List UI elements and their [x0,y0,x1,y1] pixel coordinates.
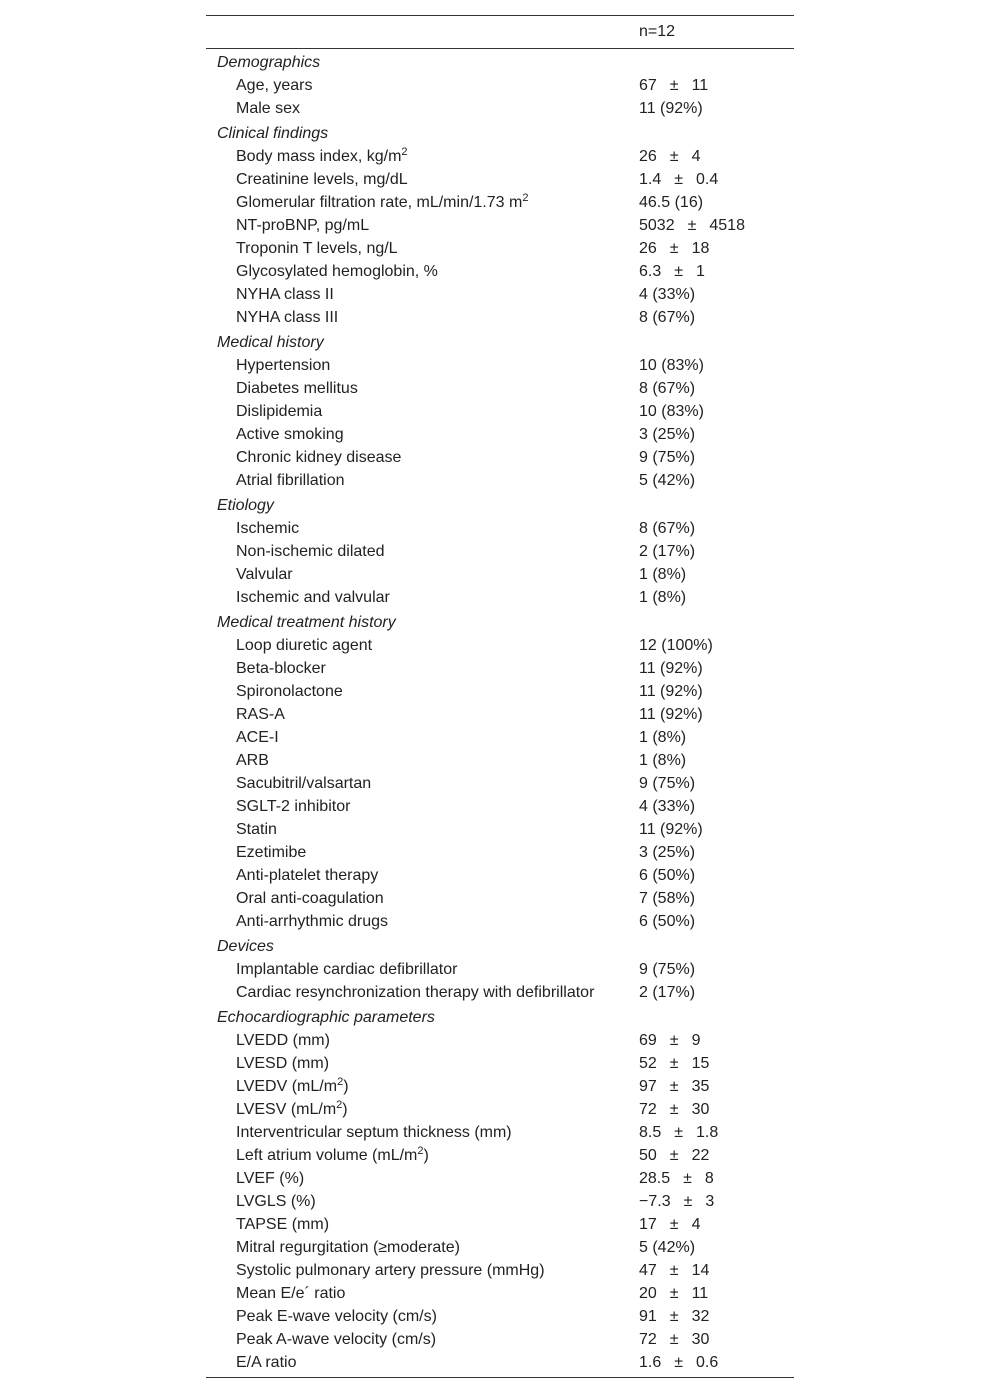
row-label: Male sex [236,100,301,117]
row-value: 52 ± 15 [639,1052,709,1075]
row-label: Atrial fibrillation [236,472,345,489]
row-label: RAS-A [236,706,285,723]
table-row [206,306,794,329]
plus-minus-sign: ± [683,1170,692,1187]
row-label: Ischemic and valvular [236,589,390,606]
table-row [206,864,794,887]
row-value: 67 ± 11 [639,74,708,97]
table-row [206,749,794,772]
plus-minus-sign: ± [669,1055,679,1072]
section-heading-row [206,120,794,145]
table-row [206,772,794,795]
row-label: Mitral regurgitation (≥moderate) [236,1239,460,1256]
row-value: 9 (75%) [639,449,696,466]
row-value: 10 (83%) [639,357,704,374]
table-row [206,910,794,933]
section-heading-row [206,492,794,517]
row-label: Glycosylated hemoglobin, % [236,263,438,280]
row-value: 5 (42%) [639,472,696,489]
row-label: Left atrium volume $(mL/m^2)$ [236,1145,429,1164]
table-row [206,795,794,818]
row-value: 1 (8%) [639,729,687,746]
table-row [206,400,794,423]
plus-minus-sign: ± [669,1331,679,1348]
plus-minus-sign: ± [669,1216,679,1233]
section-title: Etiology [217,497,274,514]
table-row [206,1213,794,1236]
plus-minus-sign: ± [669,1078,679,1095]
row-value: 9 (75%) [639,775,696,792]
table-header-row [206,16,794,48]
table-row [206,1121,794,1144]
table-row [206,354,794,377]
row-value: 5 (42%) [639,1239,696,1256]
row-value: 6.3 ± 1 [639,260,705,283]
table-bottom-rule [206,1377,794,1378]
section-heading-row [206,609,794,634]
section-title: Medical treatment history [217,614,396,631]
section-title: Clinical findings [217,125,329,142]
row-value: 1.4 ± 0.4 [639,168,718,191]
plus-minus-sign: ± [674,1124,684,1141]
row-label: Age, years [236,77,313,94]
row-value: 10 (83%) [639,403,704,420]
table-row [206,283,794,306]
table-row [206,1236,794,1259]
table-row [206,74,794,97]
table-body [206,49,794,1374]
row-value: 91 ± 32 [639,1305,709,1328]
plus-minus-sign: ± [674,171,684,188]
plus-minus-sign: ± [669,148,679,165]
table-row [206,657,794,680]
row-value: 8 (67%) [639,309,696,326]
row-label: Active smoking [236,426,344,443]
plus-minus-sign: ± [669,240,679,257]
row-label: Statin [236,821,277,838]
table-row [206,1305,794,1328]
row-value: 9 (75%) [639,961,696,978]
row-label: Systolic pulmonary artery pressure (mmHg) [236,1262,545,1279]
row-label: Spironolactone [236,683,343,700]
row-label: Valvular [236,566,293,583]
table-row [206,540,794,563]
row-label: LVEDV $(mL/m^2)$ [236,1076,349,1095]
row-label: LVESV $(mL/m^2)$ [236,1099,348,1118]
row-label: Beta-blocker [236,660,326,677]
row-label: Non-ischemic dilated [236,543,385,560]
row-value: 46.5 (16) [639,194,704,211]
row-label: LVEDD (mm) [236,1032,330,1049]
table-row [206,887,794,910]
row-value: 2 (17%) [639,543,696,560]
table-row [206,423,794,446]
row-value: 26 ± 18 [639,237,709,260]
row-label: Chronic kidney disease [236,449,402,466]
row-value: 11 (92%) [639,660,703,677]
plus-minus-sign: ± [669,1285,679,1302]
table-row [206,1144,794,1167]
row-label: Ischemic [236,520,300,537]
plus-minus-sign: ± [669,1147,679,1164]
table-row [206,469,794,492]
table-row [206,563,794,586]
table-row [206,703,794,726]
row-value: 28.5 ± 8 [639,1167,714,1190]
row-label: LVGLS (%) [236,1193,316,1210]
row-value: 8 (67%) [639,520,696,537]
row-value: 1 (8%) [639,566,687,583]
plus-minus-sign: ± [683,1193,693,1210]
plus-minus-sign: ± [674,263,684,280]
row-label: E/A ratio [236,1354,297,1371]
table-row [206,237,794,260]
row-value: 11 (92%) [639,100,703,117]
row-value: 8.5 ± 1.8 [639,1121,718,1144]
section-heading-row [206,49,794,74]
row-label: LVESD (mm) [236,1055,330,1072]
row-label: Ezetimibe [236,844,307,861]
row-label: Diabetes mellitus [236,380,358,397]
section-heading-row [206,1004,794,1029]
row-value: 72 ± 30 [639,1098,709,1121]
row-value: −7.3 ± 3 [639,1190,714,1213]
row-value: 1.6 ± 0.6 [639,1351,718,1374]
section-heading-row [206,329,794,354]
row-value: 6 (50%) [639,867,696,884]
table-row [206,818,794,841]
row-value: 69 ± 9 [639,1029,700,1052]
row-value: 5032 ± 4518 [639,214,745,237]
table-row [206,680,794,703]
plus-minus-sign: ± [669,1032,679,1049]
row-value: 20 ± 11 [639,1282,708,1305]
row-value: 1 (8%) [639,589,687,606]
row-label: SGLT-2 inhibitor [236,798,351,815]
row-value: 3 (25%) [639,426,696,443]
row-value: 2 (17%) [639,984,696,1001]
table-row [206,1351,794,1374]
row-label: Peak E-wave velocity (cm/s) [236,1308,437,1325]
table-row [206,214,794,237]
table-row [206,1328,794,1351]
row-label: Peak A-wave velocity (cm/s) [236,1331,437,1348]
row-value: 7 (58%) [639,890,696,907]
row-value: 4 (33%) [639,798,696,815]
table-row [206,841,794,864]
row-label: Anti-arrhythmic drugs [236,913,389,930]
row-value: 12 (100%) [639,637,713,654]
plus-minus-sign: ± [674,1354,684,1371]
table-row [206,260,794,283]
row-value: 6 (50%) [639,913,696,930]
section-title: Devices [217,938,274,955]
row-label: Creatinine levels, mg/dL [236,171,408,188]
row-label: Anti-platelet therapy [236,867,379,884]
section-title: Medical history [217,334,324,351]
row-label: Implantable cardiac defibrillator [236,961,458,978]
row-label: LVEF (%) [236,1170,305,1187]
table-row [206,586,794,609]
row-label: ACE-I [236,729,279,746]
table-row [206,97,794,120]
table-row [206,168,794,191]
row-label: Glomerular filtration rate, mL/min/1.73 $m^2$ [236,192,529,211]
row-label: NT-proBNP, pg/mL [236,217,370,234]
table-row [206,446,794,469]
plus-minus-sign: ± [687,217,697,234]
section-heading-row [206,933,794,958]
plus-minus-sign: ± [669,1308,679,1325]
row-label: ARB [236,752,269,769]
row-label: Cardiac resynchronization therapy with defibrillator [236,984,595,1001]
table-row [206,1190,794,1213]
row-label: Dislipidemia [236,403,323,420]
plus-minus-sign: ± [669,77,679,94]
section-title: Echocardiographic parameters [217,1009,435,1026]
plus-minus-sign: ± [669,1262,679,1279]
row-value: 1 (8%) [639,752,687,769]
table-row [206,517,794,540]
row-value: 97 ± 35 [639,1075,709,1098]
row-value: 3 (25%) [639,844,696,861]
table-row [206,1052,794,1075]
table-row [206,1098,794,1121]
table-row [206,1259,794,1282]
row-label: Mean E/e´ ratio [236,1285,346,1302]
row-label: TAPSE (mm) [236,1216,330,1233]
section-title: Demographics [217,54,321,71]
table-row [206,377,794,400]
row-label: Loop diuretic agent [236,637,373,654]
table-row [206,981,794,1004]
table-row [206,145,794,168]
table-row [206,726,794,749]
row-value: 4 (33%) [639,286,696,303]
row-value: 8 (67%) [639,380,696,397]
row-label: Oral anti-coagulation [236,890,384,907]
row-label: Sacubitril/valsartan [236,775,372,792]
row-label: Hypertension [236,357,331,374]
row-value: 26 ± 4 [639,145,700,168]
plus-minus-sign: ± [669,1101,679,1118]
table-row [206,1075,794,1098]
row-value: 17 ± 4 [639,1213,700,1236]
table-row [206,634,794,657]
table-row [206,191,794,214]
row-label: NYHA class III [236,309,339,326]
row-value: 11 (92%) [639,683,703,700]
header-value-cell: n=12 [639,23,676,40]
table-row [206,1029,794,1052]
row-value: 50 ± 22 [639,1144,709,1167]
baseline-characteristics-table [206,15,794,1374]
row-label: Body mass index, $kg/m^2$ [236,146,408,165]
row-value: 11 (92%) [639,821,703,838]
row-label: Interventricular septum thickness (mm) [236,1124,512,1141]
table-row [206,958,794,981]
row-label: Troponin T levels, ng/L [236,240,398,257]
table-row [206,1282,794,1305]
row-value: 72 ± 30 [639,1328,709,1351]
table-row [206,1167,794,1190]
row-value: 11 (92%) [639,706,703,723]
row-label: NYHA class II [236,286,334,303]
row-value: 47 ± 14 [639,1259,709,1282]
